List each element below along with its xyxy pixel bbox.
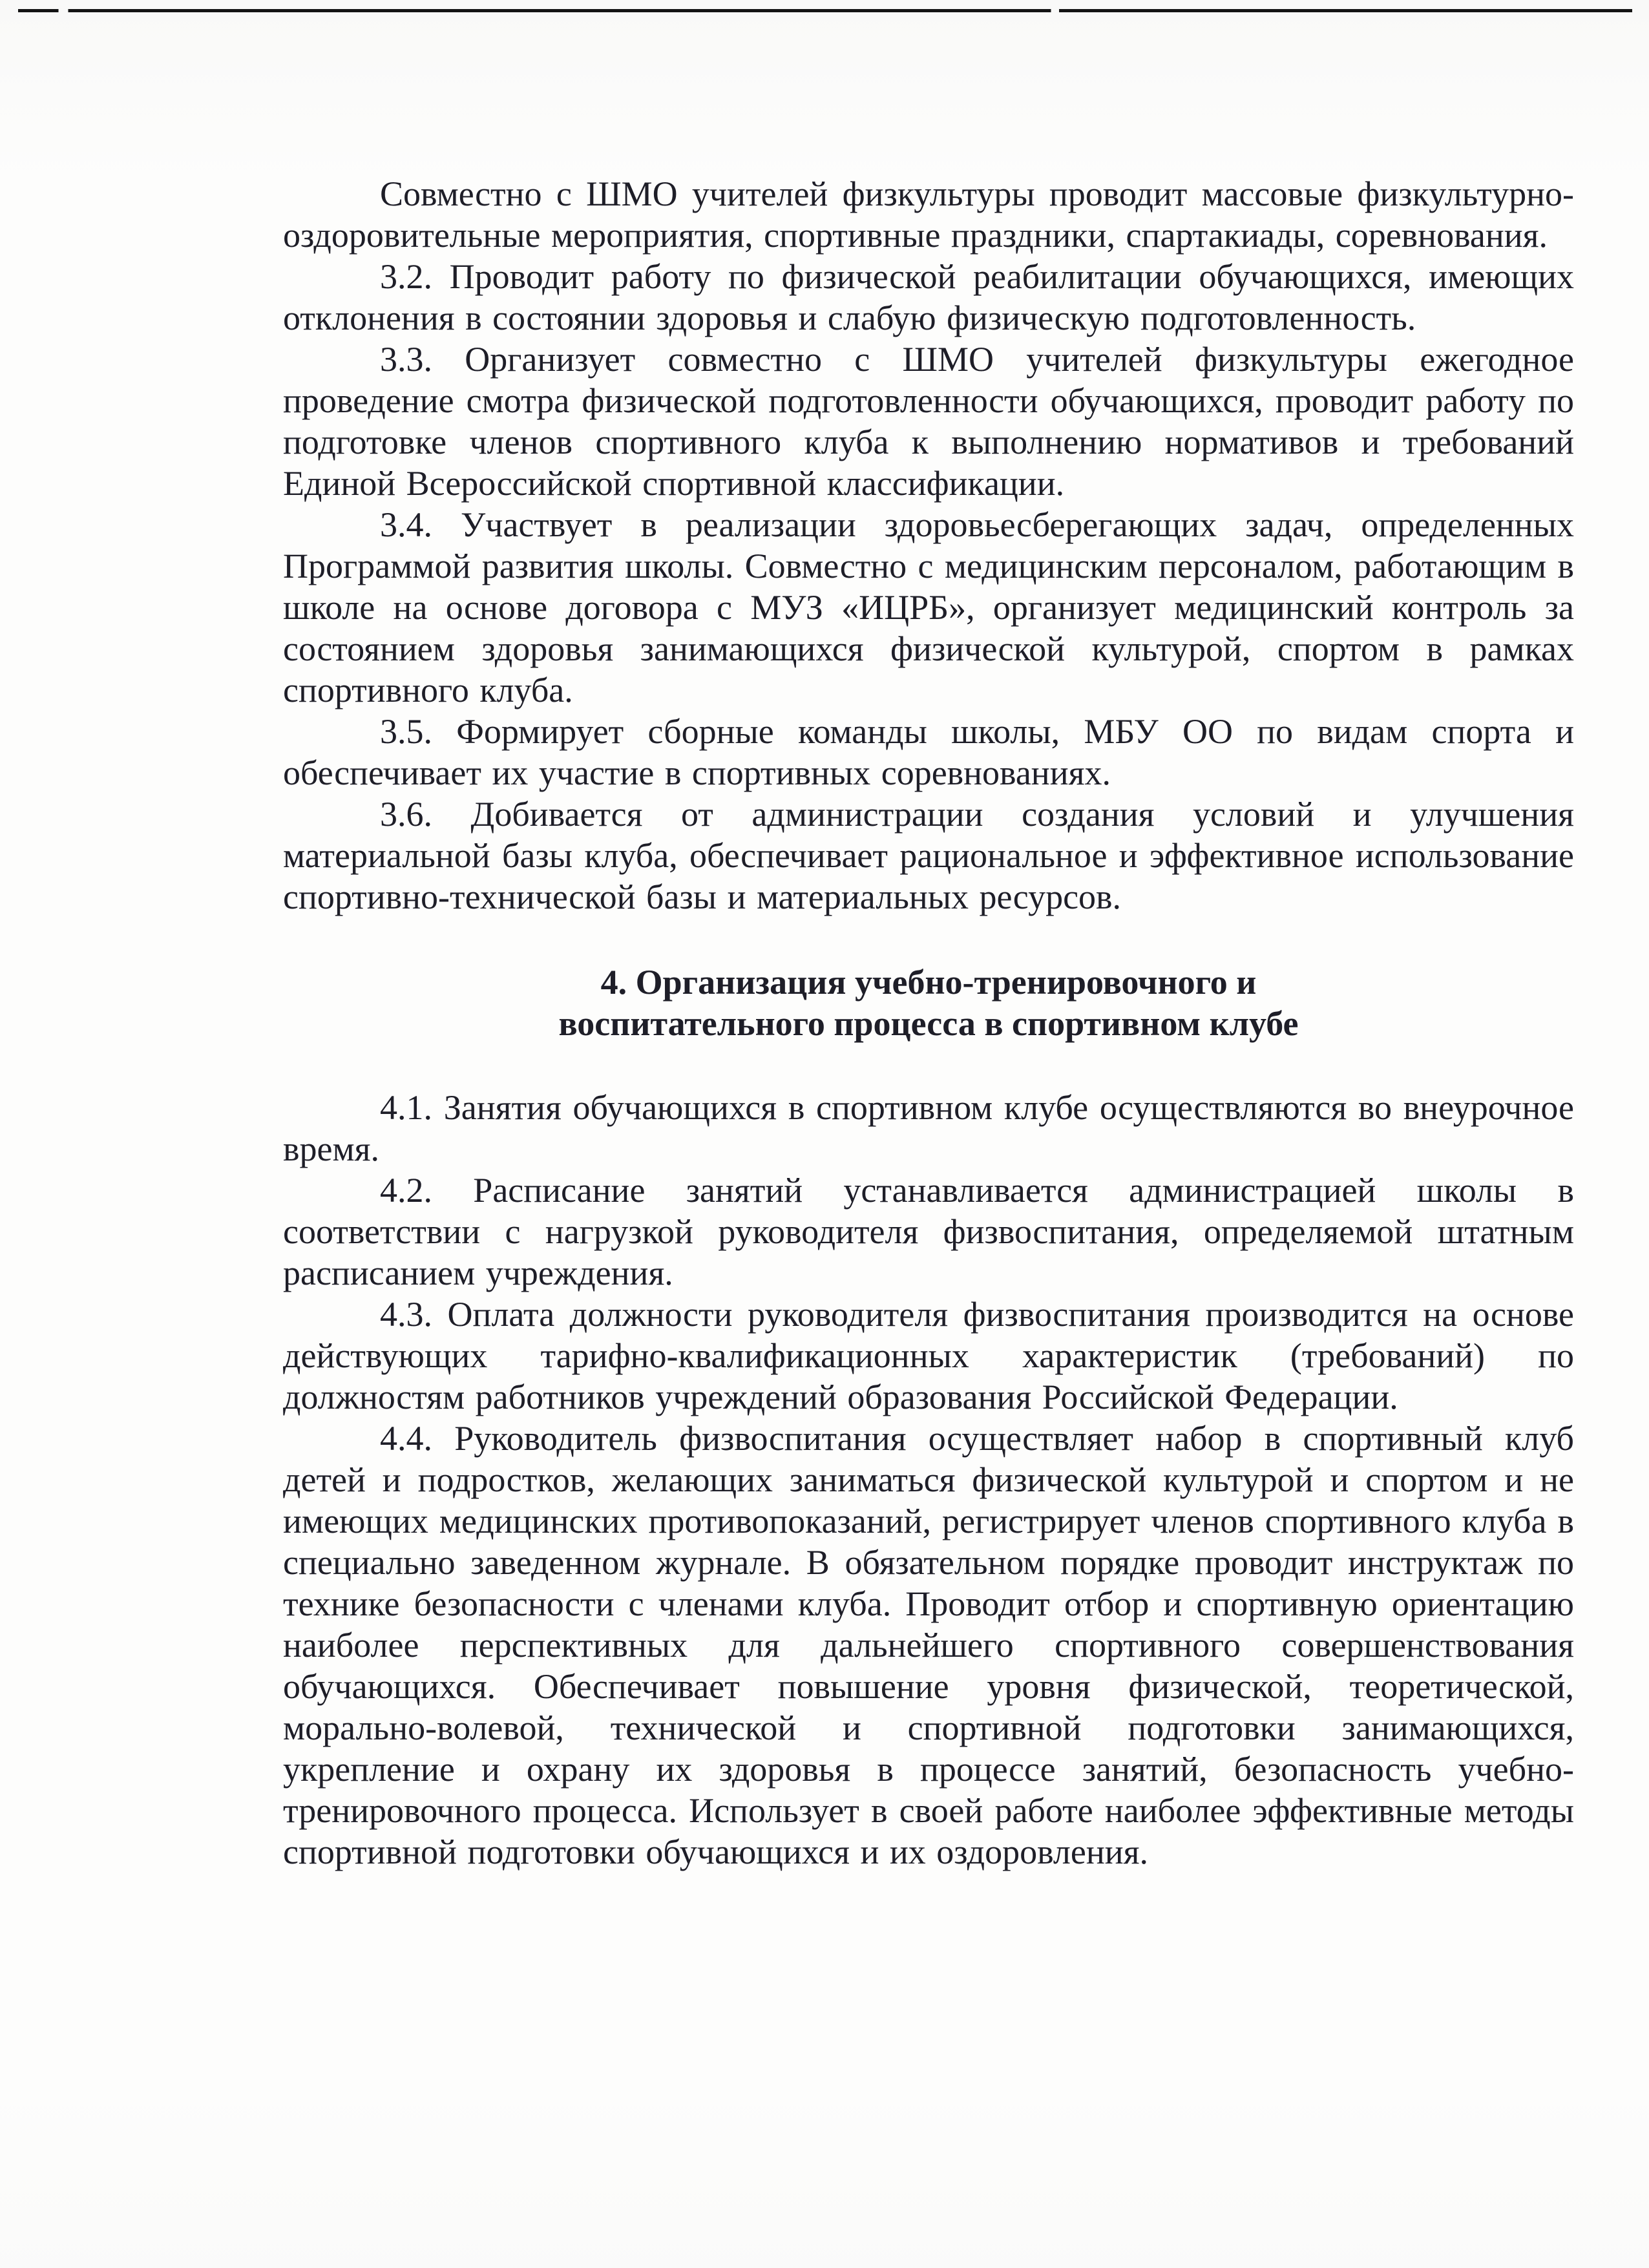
scan-edge-line <box>18 9 1632 12</box>
paragraph-3-5: 3.5. Формирует сборные команды школы, МБУ ОО по видам спорта и обеспечивает их участие в спортивных соревнованиях. <box>283 712 1574 792</box>
paragraph-4-4: 4.4. Руководитель физвоспитания осуществляет набор в спортивный клуб детей и подростков, желающих заниматься физической культурой и спортом и не имеющих медицинских противопоказаний, регистрирует членов спортивного клуба в специально заведенном журнале. В обязательном порядке проводит инструктаж по технике безопасности с членами клуба. Проводит отбор и спортивную ориентацию наиболее перспективных для дальнейшего спортивного совершенствования обучающихся. Обеспечивает повышение уровня физической, теоретической, морально-волевой, технической и спортивной подготовки занимающихся, укрепление и охрану их здоровья в процессе занятий, безопасность учебно-тренировочного процесса. Использует в своей работе наиболее эффективные методы спортивной подготовки обучающихся и их оздоровления. <box>283 1419 1574 1871</box>
paragraph-4-2: 4.2. Расписание занятий устанавливается администрацией школы в соответствии с нагрузкой руководителя физвоспитания, определяемой штатным расписанием учреждения. <box>283 1171 1574 1292</box>
paragraph-4-1: 4.1. Занятия обучающихся в спортивном клубе осуществляются во внеурочное время. <box>283 1088 1574 1168</box>
section-4-heading-line-1: 4. Организация учебно-тренировочного и <box>600 963 1257 1002</box>
paragraph-3-4: 3.4. Участвует в реализации здоровьесберегающих задач, определенных Программой развития школы. Совместно с медицинским персоналом, работающим в школе на основе договора с МУЗ «ИЦРБ», организует медицинский контроль за состоянием здоровья занимающихся физической культурой, спортом в рамках спортивного клуба. <box>283 505 1574 709</box>
section-4-heading <box>283 961 1574 1044</box>
paragraph-3-6: 3.6. Добивается от администрации создания условий и улучшения материальной базы клуба, обеспечивает рациональное и эффективное использование спортивно-технической базы и материальных ресурсов. <box>283 795 1574 916</box>
paragraph-3-2: 3.2. Проводит работу по физической реабилитации обучающихся, имеющих отклонения в состоянии здоровья и слабую физическую подготовленность. <box>283 257 1574 337</box>
section-4-heading-line-2: воспитательного процесса в спортивном клубе <box>558 1004 1299 1043</box>
paragraph-3-3: 3.3. Организует совместно с ШМО учителей физкультуры ежегодное проведение смотра физической подготовленности обучающихся, проводит работу по подготовке членов спортивного клуба к выполнению нормативов и требований Единой Всероссийской спортивной классификации. <box>283 340 1574 503</box>
paragraph-4-3: 4.3. Оплата должности руководителя физвоспитания производится на основе действующих тарифно-квалификационных характеристик (требований) по должностям работников учреждений образования Российской Федерации. <box>283 1295 1574 1416</box>
document-text <box>283 173 1574 1873</box>
paragraph-intro: Совместно с ШМО учителей физкультуры проводит массовые физкультурно-оздоровительные мероприятия, спортивные праздники, спартакиады, соревнования. <box>283 174 1574 255</box>
